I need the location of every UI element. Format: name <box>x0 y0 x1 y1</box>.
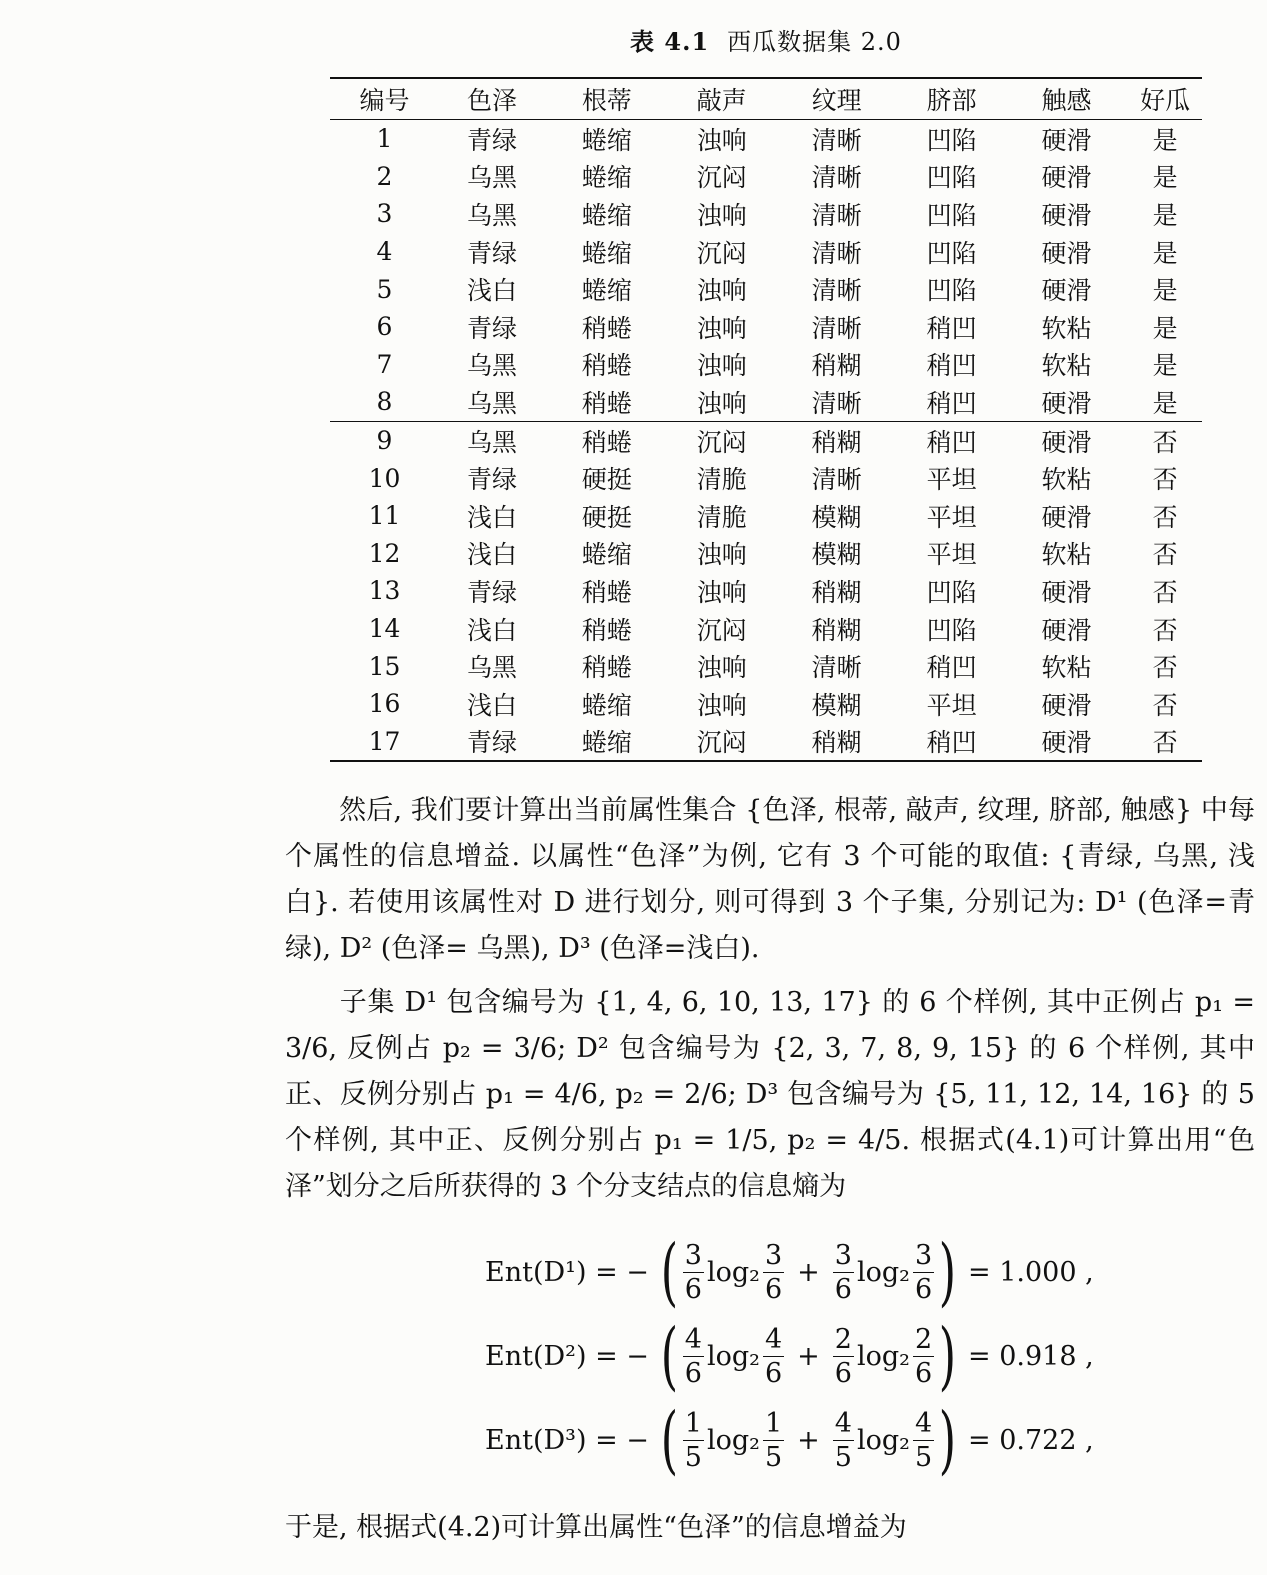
table-cell: 硬滑 <box>1041 200 1092 230</box>
table-cell: 蜷缩 <box>581 200 632 230</box>
table-cell: 清晰 <box>811 465 862 495</box>
equation-rhs: = 0.722 , <box>968 1424 1094 1456</box>
table-cell: 稍糊 <box>811 577 862 607</box>
log-label: log₂ <box>856 1256 910 1288</box>
table-cell: 模糊 <box>811 690 862 720</box>
table-cell: 乌黑 <box>467 163 518 193</box>
table-cell: 稍糊 <box>811 615 862 645</box>
table-row <box>330 610 1202 648</box>
table-cell: 1 <box>376 124 393 154</box>
denominator: 6 <box>914 1273 933 1305</box>
numerator: 4 <box>834 1407 852 1439</box>
plus-sign: + <box>797 1424 820 1456</box>
table-cell: 清晰 <box>811 276 862 306</box>
table-cell: 硬滑 <box>1041 615 1092 645</box>
table-row <box>330 421 1202 459</box>
table-cell: 否 <box>1152 465 1178 495</box>
right-paren: ) <box>938 1313 957 1399</box>
fraction <box>763 1323 784 1389</box>
numerator: 3 <box>914 1239 933 1271</box>
table-cell: 硬滑 <box>1041 690 1092 720</box>
table-cell: 稍凹 <box>926 313 977 343</box>
table-row <box>330 195 1202 233</box>
numerator: 2 <box>834 1323 852 1355</box>
table-cell: 硬挺 <box>581 502 632 532</box>
table-cell: 浊响 <box>696 540 747 570</box>
table-cell: 乌黑 <box>439 421 554 459</box>
column-header: 脐部 <box>899 78 1014 120</box>
numerator: 3 <box>834 1239 852 1271</box>
table-cell: 清晰 <box>811 653 862 683</box>
table-cell: 是 <box>1152 351 1178 381</box>
table-cell: 沉闷 <box>669 723 784 762</box>
table-header-row <box>330 78 1202 120</box>
table-cell: 清晰 <box>811 313 862 343</box>
table-cell: 否 <box>1152 577 1178 607</box>
log-label: log₂ <box>706 1424 760 1456</box>
table-cell: 硬滑 <box>1041 388 1092 418</box>
table-cell: 否 <box>1128 421 1202 459</box>
table-cell: 11 <box>368 501 401 531</box>
table-cell: 3 <box>376 199 393 229</box>
table-row <box>330 723 1202 762</box>
table-cell: 浊响 <box>696 276 747 306</box>
numerator: 1 <box>684 1407 702 1439</box>
table-cell: 软粘 <box>1041 653 1092 683</box>
paragraph-1 <box>285 788 1255 972</box>
denominator: 5 <box>684 1441 702 1473</box>
table-cell: 蜷缩 <box>581 163 632 193</box>
table-cell: 12 <box>368 538 401 568</box>
fraction <box>833 1407 854 1473</box>
table-cell: 青绿 <box>467 313 518 343</box>
table-cell: 平坦 <box>926 502 977 532</box>
table-cell: 沉闷 <box>696 238 747 268</box>
table-cell: 沉闷 <box>669 421 784 459</box>
table-cell: 浅白 <box>467 502 518 532</box>
table-row <box>330 270 1202 308</box>
table-cell: 否 <box>1152 653 1178 683</box>
left-paren: ( <box>660 1397 679 1483</box>
table-cell: 青绿 <box>467 125 518 155</box>
table-cell: 蜷缩 <box>581 238 632 268</box>
table-cell: 乌黑 <box>467 388 518 418</box>
column-header: 色泽 <box>439 78 554 120</box>
table-cell: 稍凹 <box>926 388 977 418</box>
table-cell: 清晰 <box>811 200 862 230</box>
table-cell: 清晰 <box>811 163 862 193</box>
table-cell: 浊响 <box>696 388 747 418</box>
equation-lhs: Ent(D¹) = − <box>485 1256 649 1288</box>
table-cell: 模糊 <box>811 502 862 532</box>
table-cell: 浅白 <box>467 276 518 306</box>
table-cell: 浊响 <box>696 313 747 343</box>
log-label: log₂ <box>856 1424 910 1456</box>
table-cell: 2 <box>376 161 393 191</box>
table-row <box>330 383 1202 421</box>
table-cell: 凹陷 <box>926 163 977 193</box>
column-header: 敲声 <box>669 78 784 120</box>
log-label: log₂ <box>856 1340 910 1372</box>
table-cell: 乌黑 <box>467 351 518 381</box>
table-cell: 凹陷 <box>926 238 977 268</box>
table-row <box>330 572 1202 610</box>
plus-sign: + <box>797 1340 820 1372</box>
table-cell: 硬挺 <box>581 465 632 495</box>
table-cell: 硬滑 <box>1041 238 1092 268</box>
table-cell: 稍糊 <box>811 351 862 381</box>
table-cell: 15 <box>368 651 401 681</box>
table-row <box>330 459 1202 497</box>
table-cell: 稍凹 <box>899 421 1014 459</box>
table-cell: 9 <box>330 421 439 459</box>
right-paren: ) <box>938 1397 957 1483</box>
table-cell: 清脆 <box>696 502 747 532</box>
table-cell: 10 <box>368 463 401 493</box>
table-cell: 清晰 <box>811 388 862 418</box>
table-cell: 蜷缩 <box>581 540 632 570</box>
table-cell: 乌黑 <box>467 200 518 230</box>
table-cell: 5 <box>376 274 393 304</box>
entropy-equation <box>485 1229 1094 1315</box>
table-cell: 浊响 <box>696 351 747 381</box>
paragraph-2 <box>285 980 1255 1210</box>
table-cell: 青绿 <box>467 577 518 607</box>
column-header: 好瓜 <box>1128 78 1202 120</box>
table-row <box>330 308 1202 346</box>
denominator: 6 <box>834 1357 852 1389</box>
table-cell: 凹陷 <box>926 276 977 306</box>
table-cell: 是 <box>1152 125 1178 155</box>
entropy-equation <box>485 1313 1094 1399</box>
table-row <box>330 120 1202 158</box>
column-header: 纹理 <box>784 78 899 120</box>
table-cell: 硬滑 <box>1041 577 1092 607</box>
numerator: 3 <box>684 1239 702 1271</box>
fraction <box>913 1407 934 1473</box>
table-caption <box>330 22 1202 57</box>
table-cell: 凹陷 <box>926 200 977 230</box>
plus-sign: + <box>797 1256 820 1288</box>
fraction <box>683 1323 704 1389</box>
table-cell: 浊响 <box>696 577 747 607</box>
table-row <box>330 497 1202 535</box>
denominator: 5 <box>834 1441 852 1473</box>
table-cell: 稍凹 <box>899 723 1014 762</box>
denominator: 5 <box>914 1441 933 1473</box>
table-cell: 硬滑 <box>1041 276 1092 306</box>
table-cell: 否 <box>1152 690 1178 720</box>
table-cell: 是 <box>1152 238 1178 268</box>
table-cell: 稍糊 <box>784 421 899 459</box>
paragraph-3 <box>285 1505 1255 1551</box>
table-row <box>330 535 1202 573</box>
left-paren: ( <box>660 1229 679 1315</box>
table-cell: 浅白 <box>467 540 518 570</box>
table-cell: 浊响 <box>696 653 747 683</box>
table-cell: 稍蜷 <box>581 388 632 418</box>
table-cell: 是 <box>1152 313 1178 343</box>
table-cell: 青绿 <box>467 238 518 268</box>
table-cell: 青绿 <box>439 723 554 762</box>
table-cell: 稍蜷 <box>554 421 669 459</box>
table-cell: 蜷缩 <box>581 276 632 306</box>
table-row <box>330 685 1202 723</box>
table-cell: 硬滑 <box>1041 125 1092 155</box>
table-cell: 浊响 <box>696 125 747 155</box>
fraction <box>913 1323 934 1389</box>
table-row <box>330 158 1202 196</box>
equation-rhs: = 1.000 , <box>968 1256 1094 1288</box>
left-paren: ( <box>660 1313 679 1399</box>
table-cell: 沉闷 <box>696 615 747 645</box>
table-cell: 是 <box>1152 388 1178 418</box>
table-row <box>330 647 1202 685</box>
table-cell: 否 <box>1152 502 1178 532</box>
table-cell: 浅白 <box>467 690 518 720</box>
table-row <box>330 233 1202 271</box>
table-cell: 14 <box>368 614 401 644</box>
table-cell: 稍糊 <box>784 723 899 762</box>
table-cell: 稍蜷 <box>581 577 632 607</box>
numerator: 4 <box>764 1323 783 1355</box>
table-cell: 硬滑 <box>1013 723 1128 762</box>
column-header: 编号 <box>330 78 439 120</box>
paragraph-3-text: 于是, 根据式(4.2)可计算出属性“色泽”的信息增益为 <box>285 1512 907 1543</box>
table-cell: 凹陷 <box>926 615 977 645</box>
numerator: 1 <box>764 1407 783 1439</box>
table-cell: 青绿 <box>467 465 518 495</box>
table-cell: 蜷缩 <box>554 723 669 762</box>
fraction <box>763 1407 784 1473</box>
table-cell: 凹陷 <box>926 125 977 155</box>
equation-rhs: = 0.918 , <box>968 1340 1094 1372</box>
column-header: 触感 <box>1013 78 1128 120</box>
paragraph-1-text: 然后, 我们要计算出当前属性集合 {色泽, 根蒂, 敲声, 纹理, 脐部, 触感} 中每个属性的信息增益. 以属性“色泽”为例, 它有 3 个可能的取值: {青绿, 乌黑, 浅白}. 若使用该属性对 D 进行划分, 则可得到 3 个子集, 分别记为: D¹ (色泽=青绿), D² (色泽= 乌黑), D³ (色泽=浅白). <box>285 795 1255 964</box>
table-cell: 4 <box>376 237 393 267</box>
fraction <box>763 1239 784 1305</box>
table-cell: 硬滑 <box>1041 163 1092 193</box>
table-cell: 沉闷 <box>696 163 747 193</box>
log-label: log₂ <box>706 1340 760 1372</box>
table-cell: 平坦 <box>926 690 977 720</box>
table-cell: 6 <box>376 312 393 342</box>
denominator: 6 <box>834 1273 852 1305</box>
equation-lhs: Ent(D²) = − <box>485 1340 649 1372</box>
table-cell: 否 <box>1152 540 1178 570</box>
numerator: 2 <box>914 1323 933 1355</box>
numerator: 4 <box>914 1407 933 1439</box>
table-cell: 浊响 <box>696 200 747 230</box>
table-cell: 稍凹 <box>926 351 977 381</box>
table-cell: 8 <box>376 387 393 417</box>
table-cell: 平坦 <box>926 540 977 570</box>
fraction <box>683 1407 704 1473</box>
table-cell: 蜷缩 <box>581 125 632 155</box>
right-paren: ) <box>938 1229 957 1315</box>
equation-lhs: Ent(D³) = − <box>485 1424 649 1456</box>
table-cell: 软粘 <box>1041 351 1092 381</box>
table-cell: 清脆 <box>696 465 747 495</box>
table-cell: 7 <box>376 349 393 379</box>
table-cell: 稍蜷 <box>581 615 632 645</box>
table-cell: 软粘 <box>1041 540 1092 570</box>
table-cell: 16 <box>368 689 401 719</box>
table-cell: 乌黑 <box>467 653 518 683</box>
fraction <box>913 1239 934 1305</box>
fraction <box>683 1239 704 1305</box>
table-number: 表 4.1 <box>630 27 710 56</box>
table-cell: 稍凹 <box>926 653 977 683</box>
table-cell: 是 <box>1152 163 1178 193</box>
log-label: log₂ <box>706 1256 760 1288</box>
table-cell: 清晰 <box>811 238 862 268</box>
table-cell: 硬滑 <box>1041 502 1092 532</box>
table-cell: 是 <box>1152 200 1178 230</box>
table-cell: 13 <box>368 576 401 606</box>
table-cell: 模糊 <box>811 540 862 570</box>
denominator: 6 <box>914 1357 933 1389</box>
table-cell: 稍蜷 <box>581 351 632 381</box>
table-body <box>330 120 1202 762</box>
watermelon-dataset-table <box>330 77 1202 762</box>
table-cell: 17 <box>330 723 439 762</box>
table-cell: 软粘 <box>1041 313 1092 343</box>
paragraph-2-text: 子集 D¹ 包含编号为 {1, 4, 6, 10, 13, 17} 的 6 个样例, 其中正例占 p₁ = 3/6, 反例占 p₂ = 3/6; D² 包含编号为 {2, 3, 7, 8, 9, 15} 的 6 个样例, 其中正、反例分别占 p₁ = 4/6, p₂ = 2/6; D³ 包含编号为 {5, 11, 12, 14, 16} 的 5 个样例, 其中正、反例分别占 p₁ = 1/5, p₂ = 4/5. 根据式(4.1)可计算出用“色泽”划分之后所获得的 3 个分支结点的信息熵为 <box>285 987 1255 1202</box>
denominator: 6 <box>684 1273 702 1305</box>
table-cell: 浅白 <box>467 615 518 645</box>
denominator: 6 <box>764 1273 783 1305</box>
table-cell: 硬滑 <box>1013 421 1128 459</box>
column-header: 根蒂 <box>554 78 669 120</box>
table-cell: 浊响 <box>696 690 747 720</box>
table-title: 西瓜数据集 2.0 <box>727 28 902 56</box>
entropy-equation <box>485 1397 1094 1483</box>
table-cell: 软粘 <box>1041 465 1092 495</box>
denominator: 6 <box>684 1357 702 1389</box>
table-row <box>330 346 1202 384</box>
table-cell: 是 <box>1152 276 1178 306</box>
table-cell: 稍蜷 <box>581 313 632 343</box>
denominator: 5 <box>764 1441 783 1473</box>
denominator: 6 <box>764 1357 783 1389</box>
fraction <box>833 1323 854 1389</box>
table-cell: 否 <box>1152 615 1178 645</box>
table-cell: 清晰 <box>811 125 862 155</box>
table-cell: 平坦 <box>926 465 977 495</box>
table-cell: 凹陷 <box>926 577 977 607</box>
table-cell: 否 <box>1128 723 1202 762</box>
fraction <box>833 1239 854 1305</box>
numerator: 4 <box>684 1323 702 1355</box>
numerator: 3 <box>764 1239 783 1271</box>
table-cell: 蜷缩 <box>581 690 632 720</box>
table-cell: 稍蜷 <box>581 653 632 683</box>
